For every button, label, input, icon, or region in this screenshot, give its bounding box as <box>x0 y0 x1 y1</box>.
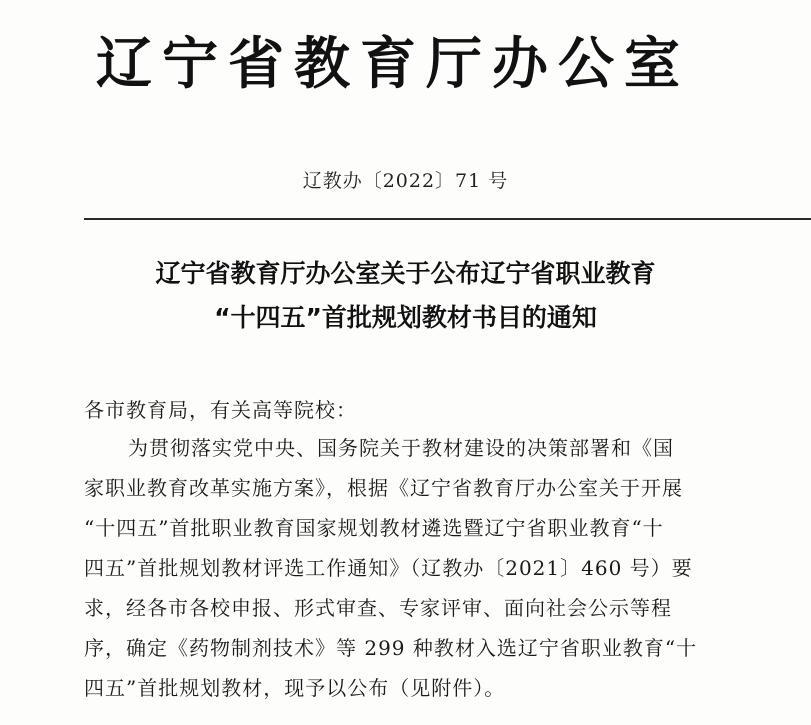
document-title-line-1: 辽宁省教育厅办公室关于公布辽宁省职业教育 <box>155 259 656 288</box>
body-line: 四五”首批规划教材评选工作通知》（辽教办〔2021〕460 号）要 <box>84 556 693 580</box>
body-line: “十四五”首批职业教育国家规划教材遴选暨辽宁省职业教育“十 <box>84 516 664 540</box>
document-title-line-2: “十四五”首批规划教材书目的通知 <box>214 303 597 332</box>
issuer-masthead: 辽宁省教育厅办公室 <box>96 32 690 97</box>
body-line: 家职业教育改革实施方案》，根据《辽宁省教育厅办公室关于开展 <box>84 476 683 500</box>
body-line: 求，经各市各校申报、形式审查、专家评审、面向社会公示等程 <box>84 596 672 620</box>
salutation: 各市教育局，有关高等院校： <box>84 398 357 422</box>
body-line: 序，确定《药物制剂技术》等 299 种教材入选辽宁省职业教育“十 <box>84 636 698 660</box>
document-number: 辽教办〔2022〕71 号 <box>302 170 509 192</box>
body-line: 为贯彻落实党中央、国务院关于教材建设的决策部署和《国 <box>128 436 674 460</box>
header-divider <box>84 218 811 220</box>
body-line: 四五”首批规划教材，现予以公布（见附件）。 <box>84 676 506 700</box>
